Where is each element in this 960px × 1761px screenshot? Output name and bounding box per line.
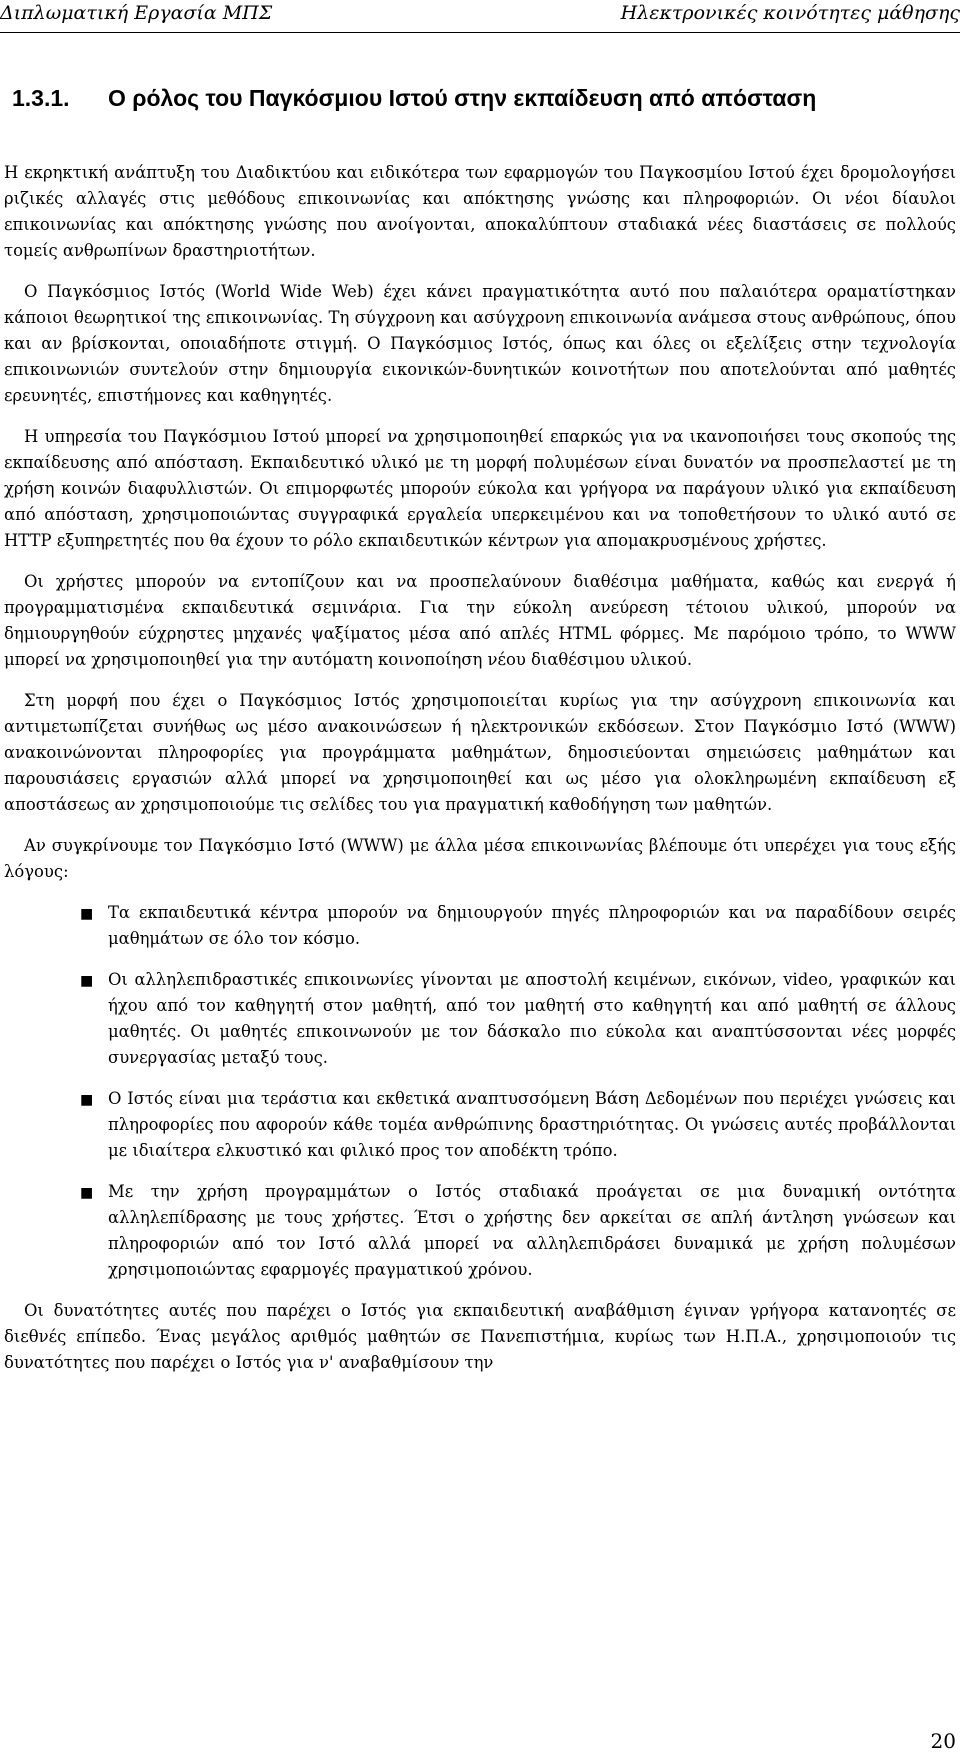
paragraph: Ο Παγκόσμιος Ιστός (World Wide Web) έχει κάνει πραγματικότητα αυτό που παλαιότερα οραματίστηκαν κάποιοι θεωρητικοί της επικοινωνίας. Τη σύγχρονη και ασύγχρονη επικοινωνία ανάμεσα στους ανθρώπους, όπου και αν βρίσκονται, οποιαδήποτε στιγμή. Ο Παγκόσμιος Ιστός, όπως και όλες οι εξελίξεις στην τεχνολογία επικοινωνιών συντελούν στην δημιουργία εικονικών-δυνητικών κοινοτήτων που αποτελούνται από μαθητές ερευνητές, επιστήμονες και καθηγητές. — [4, 282, 956, 405]
square-bullet-icon: ■ — [80, 1092, 94, 1108]
closing-paragraph: Οι δυνατότητες αυτές που παρέχει ο Ιστός για εκπαιδευτική αναβάθμιση έγιναν γρήγορα κατανοητές σε διεθνές επίπεδο. Ένας μεγάλος αριθμός μαθητών σε Πανεπιστήμια, κυρίως των Η.Π.Α., χρησιμοποιούν τις δυνατότητες που παρέχει ο Ιστός για ν' αναβαθμίσουν την — [4, 1301, 956, 1372]
section-number: 1.3.1. — [12, 85, 70, 111]
list-item — [4, 1179, 956, 1283]
list-item-text: Οι αλληλεπιδραστικές επικοινωνίες γίνονται με αποστολή κειμένων, εικόνων, video, γραφικών και ήχου από τον καθηγητή στον μαθητή, από τον μαθητή στο καθηγητή και από μαθητή σε άλλους μαθητές. Οι μαθητές επικοινωνούν με τον δάσκαλο πιο εύκολα και αναπτύσσονται νέες μορφές συνεργασίας μεταξύ τους. — [108, 970, 956, 1067]
running-header — [0, 0, 960, 26]
list-item-text: Ο Ιστός είναι μια τεράστια και εκθετικά αναπτυσσόμενη Βάση Δεδομένων που περιέχει γνώσεις και πληροφορίες που αφορούν κάθε τομέα ανθρώπινης δραστηριότητας. Οι γνώσεις αυτές προβάλλονται με ιδιαίτερα ελκυστικό και φιλικό προς τον αποδέκτη τρόπο. — [108, 1089, 956, 1160]
header-rule — [0, 32, 960, 33]
list-item-text: Με την χρήση προγραμμάτων ο Ιστός σταδιακά προάγεται σε μια δυναμική οντότητα αλληλεπίδρασης με τους χρήστες. Έτσι ο χρήστης δεν αρκείται σε απλή άντληση γνώσεων και πληροφοριών από τον Ιστό αλλά μπορεί να αλληλεπιδράσει δυναμικά με χρήση πολυμέσων χρησιμοποιώντας εφαρμογές πραγματικού χρόνου. — [108, 1182, 956, 1279]
square-bullet-icon: ■ — [80, 1185, 94, 1201]
list-item — [4, 967, 956, 1071]
list-item — [4, 900, 956, 952]
paragraph: Στη μορφή που έχει ο Παγκόσμιος Ιστός χρησιμοποιείται κυρίως για την ασύγχρονη επικοινωνία και αντιμετωπίζεται συνήθως ως μέσο ανακοινώσεων ή ηλεκτρονικών εκδόσεων. Στον Παγκόσμιο Ιστό (WWW) ανακοινώνονται πληροφορίες για προγράμματα μαθημάτων, δημοσιεύονται σημειώσεις μαθημάτων και παρουσιάσεις εργασιών αλλά μπορεί να χρησιμοποιηθεί και ως μέσο για ολοκληρωμένη εκπαίδευση εξ αποστάσεως αν χρησιμοποιούμε τις σελίδες του για πραγματική καθοδήγηση των μαθητών. — [4, 691, 956, 814]
paragraph: Η υπηρεσία του Παγκόσμιου Ιστού μπορεί να χρησιμοποιηθεί επαρκώς για να ικανοποιήσει τους σκοπούς της εκπαίδευσης από απόσταση. Εκπαιδευτικό υλικό με τη μορφή πολυμέσων είναι δυνατόν να προσπελαστεί με τη χρήση κοινών διαφυλλιστών. Οι επιμορφωτές μπορούν εύκολα και γρήγορα να παράγουν υλικό για εκπαίδευση από απόσταση, χρησιμοποιώντας συγγραφικά εργαλεία υπερκειμένου και να τοποθετήσουν το υλικό αυτό σε HTTP εξυπηρετητές που θα έχουν το ρόλο εκπαιδευτικών κέντρων για απομακρυσμένους χρήστες. — [4, 427, 956, 550]
body-text — [4, 160, 956, 1391]
square-bullet-icon: ■ — [80, 973, 94, 989]
square-bullet-icon: ■ — [80, 906, 94, 922]
header-right-text: Ηλεκτρονικές κοινότητες μάθησης — [620, 2, 960, 24]
paragraph: Αν συγκρίνουμε τον Παγκόσμιο Ιστό (WWW) με άλλα μέσα επικοινωνίας βλέπουμε ότι υπερέχει για τους εξής λόγους: — [4, 836, 956, 881]
list-item-text: Τα εκπαιδευτικά κέντρα μπορούν να δημιουργούν πηγές πληροφοριών και να παραδίδουν σειρές μαθημάτων σε όλο τον κόσμο. — [108, 903, 956, 948]
bullet-list — [4, 900, 956, 1283]
paragraph: Οι χρήστες μπορούν να εντοπίζουν και να προσπελαύνουν διαθέσιμα μαθήματα, καθώς και ενεργά ή προγραμματισμένα εκπαιδευτικά σεμινάρια. Για την εύκολη ανεύρεση τέτοιου υλικού, μπορούν να δημιουργηθούν εύχρηστες μηχανές ψαξίματος μέσα από απλές HTML φόρμες. Με παρόμοιο τρόπο, το WWW μπορεί να χρησιμοποιηθεί για την αυτόματη κοινοποίηση νέου διαθέσιμου υλικού. — [4, 572, 956, 669]
page-number: 20 — [930, 1729, 956, 1753]
list-item — [4, 1086, 956, 1164]
header-left-text: Διπλωματική Εργασία ΜΠΣ — [0, 2, 273, 24]
paragraph: Η εκρηκτική ανάπτυξη του Διαδικτύου και ειδικότερα των εφαρμογών του Παγκοσμίου Ιστού έχει δρομολογήσει ριζικές αλλαγές στις μεθόδους επικοινωνίας και απόκτησης γνώσης και πληροφοριών. Οι νέοι δίαυλοι επικοινωνίας και απόκτησης γνώσης που ανοίγονται, αποκαλύπτουν σταδιακά νέες διαστάσεις σε πολλούς τομείς ανθρωπίνων δραστηριοτήτων. — [4, 163, 956, 260]
section-heading — [12, 82, 912, 114]
section-title: Ο ρόλος του Παγκόσμιου Ιστού στην εκπαίδευση από απόσταση — [108, 85, 817, 111]
